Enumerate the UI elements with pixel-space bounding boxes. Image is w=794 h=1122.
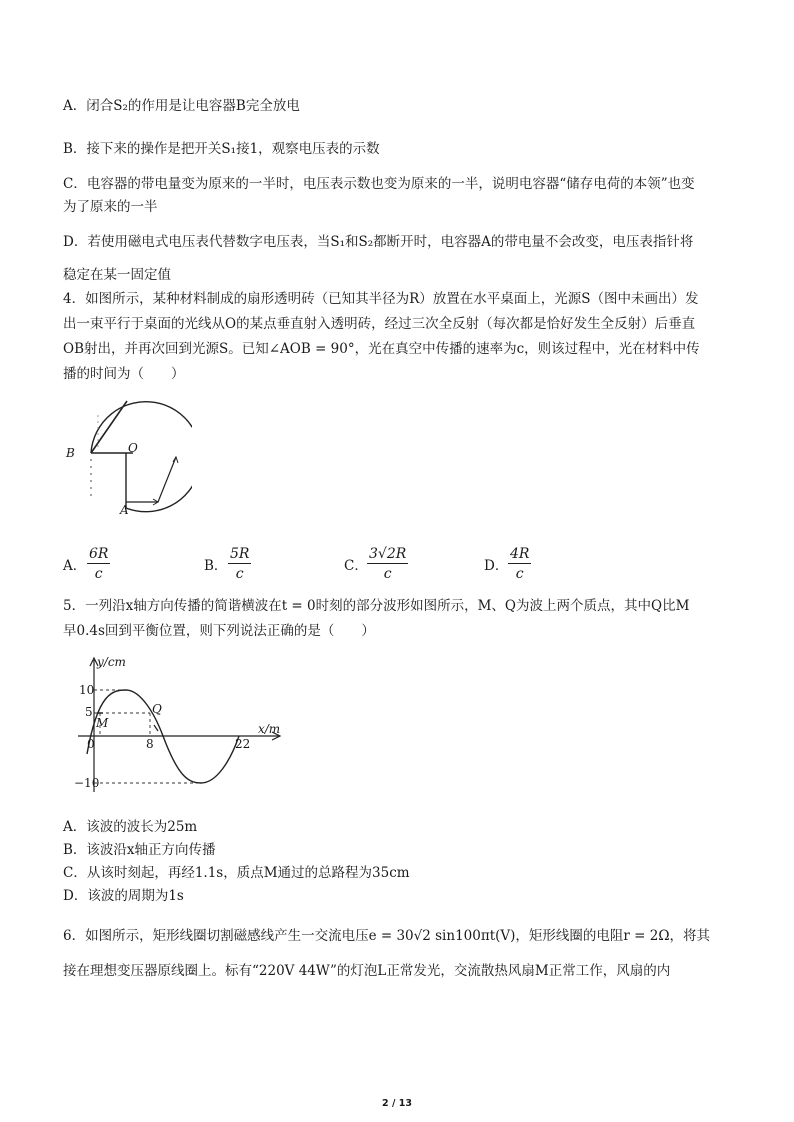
q3-option-c-line1: C．电容器的带电量变为原来的一半时，电压表示数也变为原来的一半，说明电容器“储存电荷的本领”也变 bbox=[63, 176, 695, 192]
q4-option-a-fraction bbox=[87, 546, 110, 583]
q4-option-c-letter: C． bbox=[344, 558, 368, 574]
q3-option-d-line1: D．若使用磁电式电压表代替数字电压表，当S₁和S₂都断开时，电容器A的带电量不会改变，电压表指针将 bbox=[63, 234, 694, 250]
q5-x-tick-8: 8 bbox=[146, 737, 154, 751]
q4-option-a-letter: A． bbox=[63, 558, 87, 574]
q4-option-b-numerator: 5R bbox=[230, 546, 250, 562]
q6-stem-line2: 接在理想变压器原线圈上。标有“220V 44W”的灯泡L正常发光，交流散热风扇M正常工作，风扇的内 bbox=[63, 963, 671, 979]
q4-option-b-denominator: c bbox=[235, 566, 244, 582]
q5-origin-label: 0 bbox=[87, 737, 95, 751]
page-number: 2 / 13 bbox=[382, 1098, 412, 1109]
q5-stem-line1: 5．一列沿x轴方向传播的简谐横波在t = 0时刻的部分波形如图所示，M、Q为波上两个质点，其中Q比M bbox=[63, 598, 690, 614]
q4-option-d-numerator: 4R bbox=[510, 546, 530, 562]
q4-point-o-label: O bbox=[128, 441, 138, 455]
q5-y-axis-label: y/cm bbox=[97, 655, 126, 669]
q5-point-m-label: M bbox=[96, 716, 109, 730]
q5-y-tick-10: 10 bbox=[79, 683, 95, 697]
q3-option-b: B．接下来的操作是把开关S₁接1，观察电压表的示数 bbox=[63, 141, 380, 157]
q5-stem-line2: 早0.4s回到平衡位置，则下列说法正确的是（ ） bbox=[63, 623, 375, 639]
q3-option-d-line2: 稳定在某一固定值 bbox=[63, 267, 171, 283]
q4-sector-figure bbox=[62, 395, 192, 520]
q5-y-tick-neg10: −10 bbox=[74, 776, 100, 790]
q4-option-d-fraction bbox=[508, 546, 531, 583]
q4-option-c-fraction bbox=[367, 546, 408, 583]
q4-stem-line3: OB射出，并再次回到光源S。已知∠AOB = 90°，光在真空中传播的速率为c，则该过程中，光在材料中传 bbox=[63, 341, 700, 357]
q4-option-c-denominator: c bbox=[383, 566, 392, 582]
q4-option-a-numerator: 6R bbox=[89, 546, 109, 562]
q3-option-c-line2: 为了原来的一半 bbox=[63, 199, 158, 215]
q4-option-a-denominator: c bbox=[94, 566, 103, 582]
q5-option-a: A．该波的波长为25m bbox=[63, 819, 198, 835]
q6-stem-line1: 6．如图所示，矩形线圈切割磁感线产生一交流电压e = 30√2 sin100πt(V)，矩形线圈的电阻r = 2Ω，将其 bbox=[63, 928, 711, 944]
q4-option-b-letter: B． bbox=[204, 558, 228, 574]
q4-option-b-fraction bbox=[228, 546, 251, 583]
q5-x-axis-label: x/m bbox=[258, 722, 281, 736]
q4-stem-line4: 播的时间为（ ） bbox=[63, 366, 185, 382]
q4-point-b-label: B bbox=[66, 446, 75, 460]
q5-option-d: D．该波的周期为1s bbox=[63, 888, 184, 904]
q4-stem-line2: 出一束平行于桌面的光线从O的某点垂直射入透明砖，经过三次全反射（每次都是恰好发生全反射）后垂直 bbox=[63, 316, 696, 332]
q3-option-a: A．闭合S₂的作用是让电容器B完全放电 bbox=[63, 98, 300, 114]
q5-option-b: B．该波沿x轴正方向传播 bbox=[63, 842, 216, 858]
q4-option-d-letter: D． bbox=[484, 558, 509, 574]
q4-option-c-numerator: 3√2R bbox=[369, 546, 407, 562]
q4-stem-line1: 4．如图所示，某种材料制成的扇形透明砖（已知其半径为R）放置在水平桌面上，光源S（图中未画出）发 bbox=[63, 291, 699, 307]
q5-point-q-label: Q bbox=[152, 702, 162, 716]
q4-option-d-denominator: c bbox=[515, 566, 524, 582]
q5-y-tick-5: 5 bbox=[85, 705, 93, 719]
q4-point-a-label: A bbox=[120, 503, 129, 517]
q5-x-tick-22: 22 bbox=[235, 737, 251, 751]
q5-option-c: C．从该时刻起，再经1.1s，质点M通过的总路程为35cm bbox=[63, 865, 410, 881]
